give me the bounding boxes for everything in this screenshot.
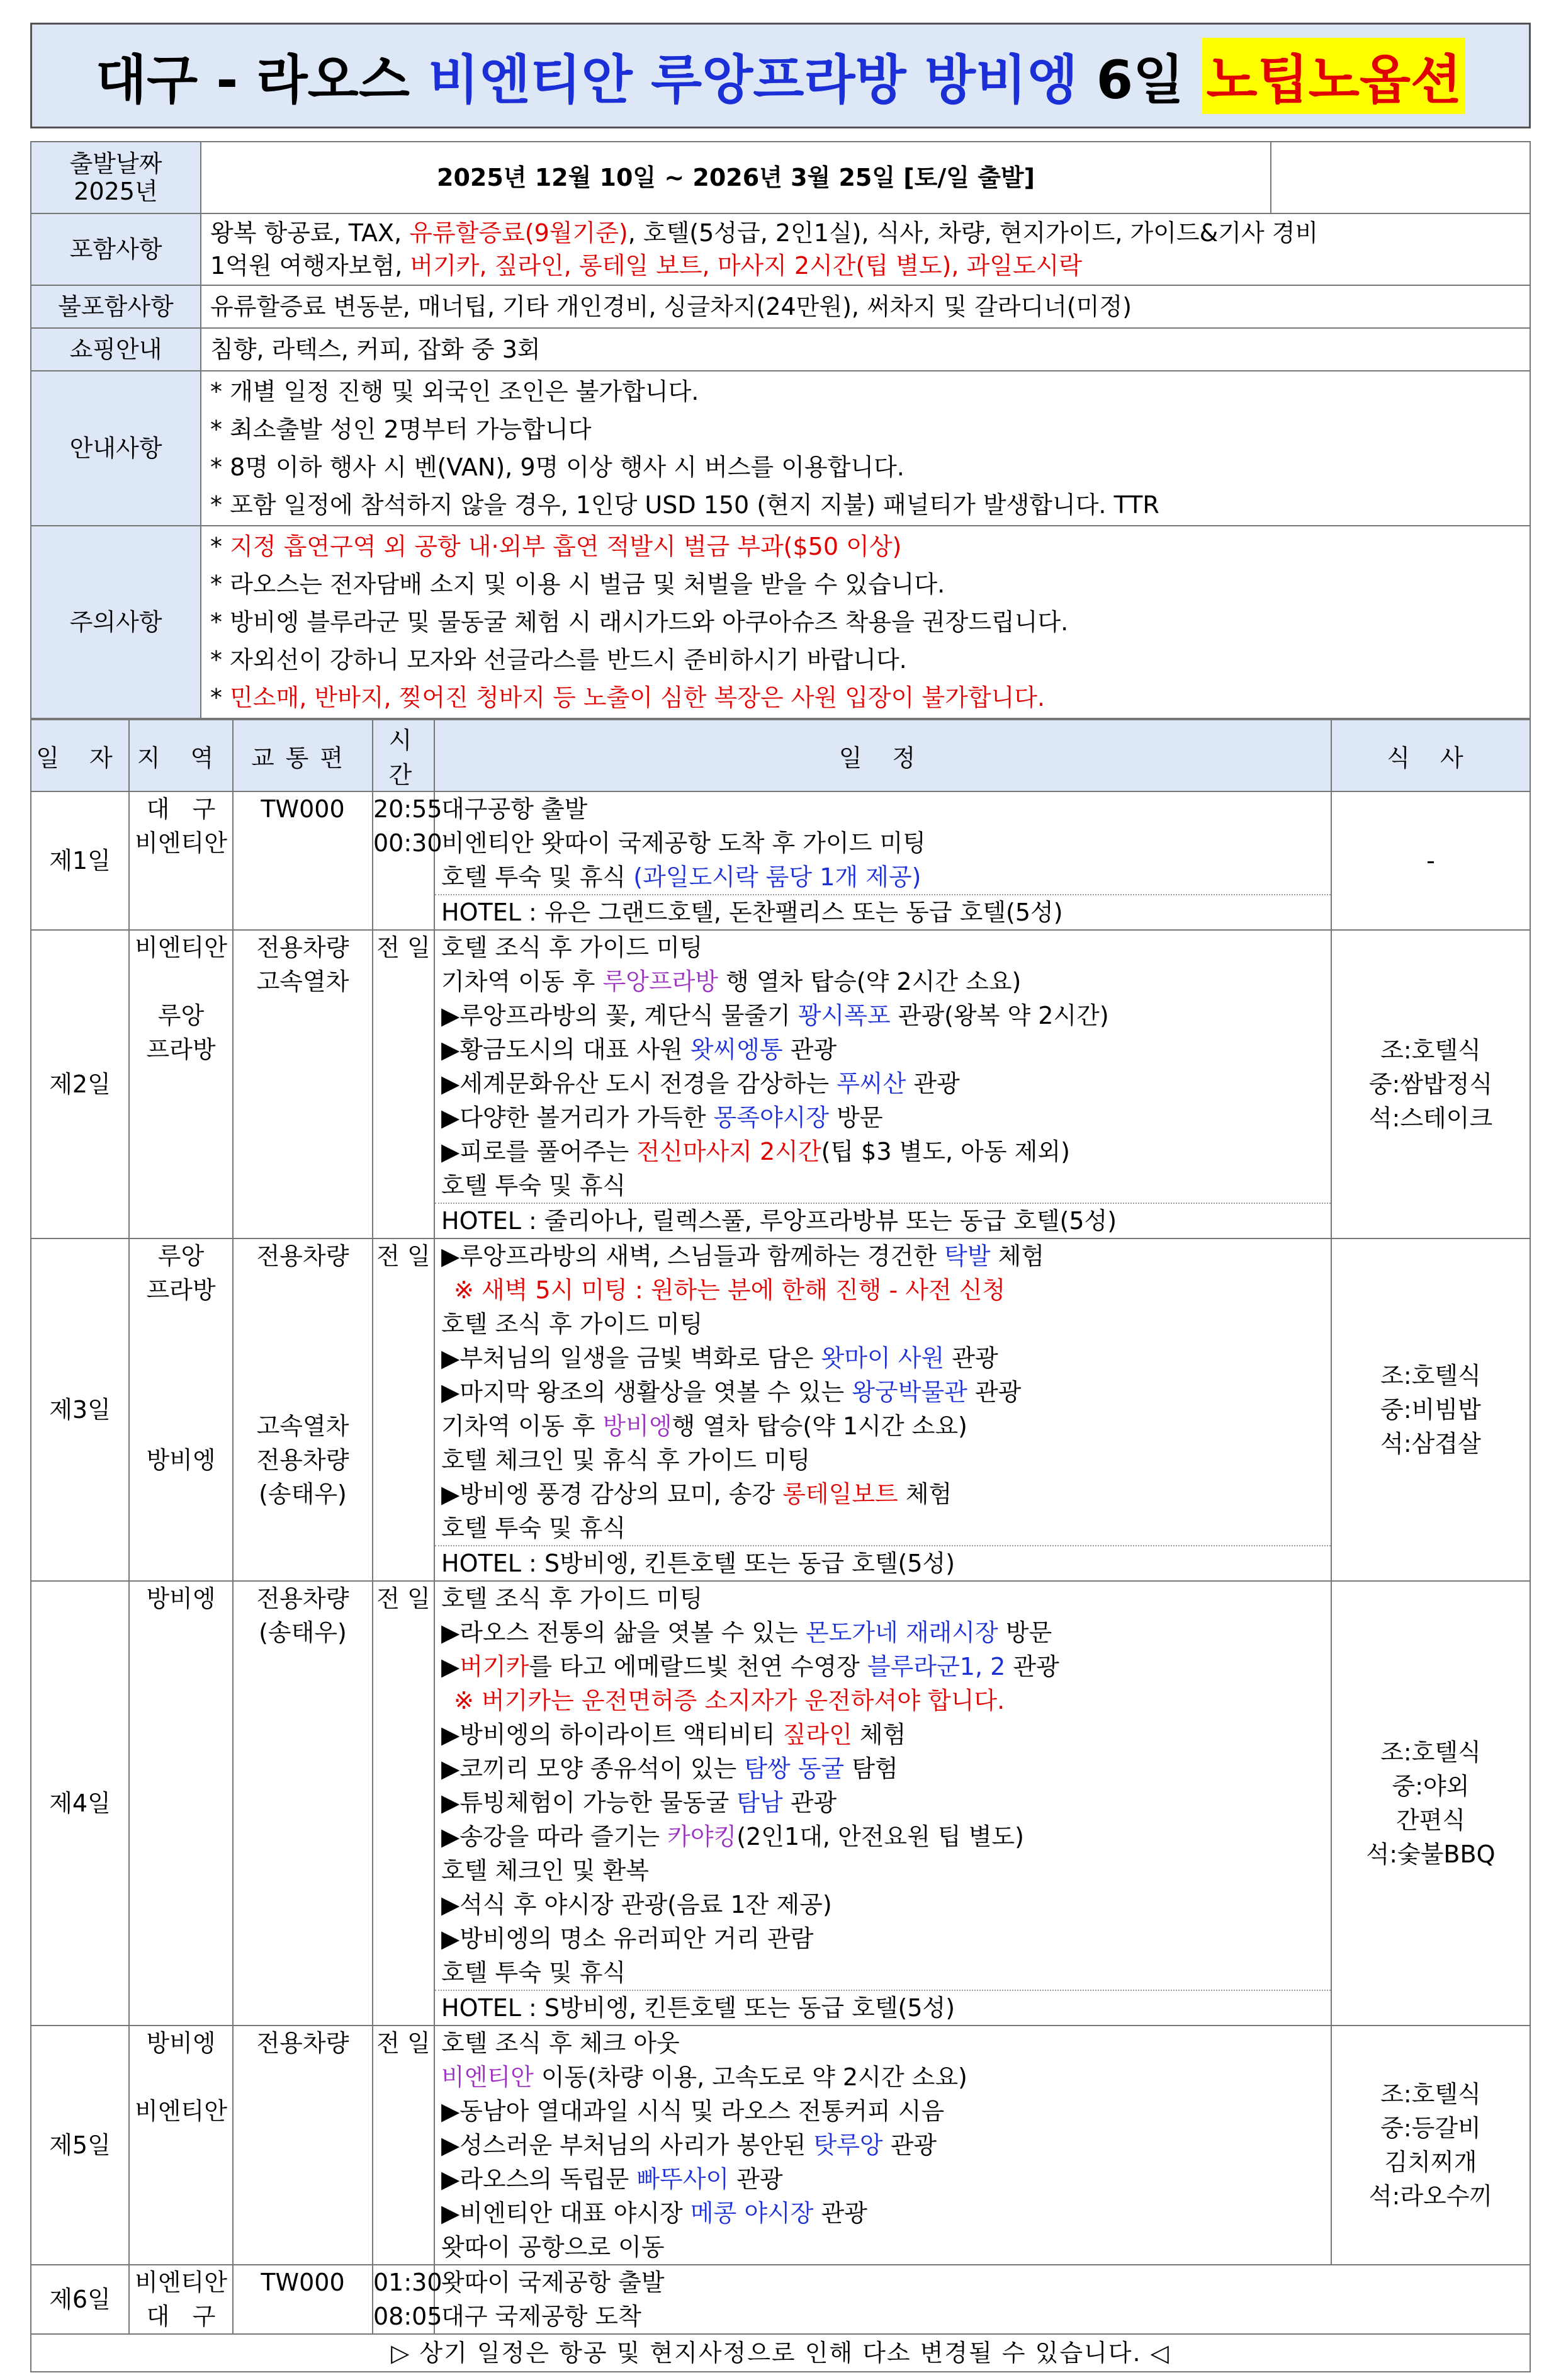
included-row (31, 213, 1530, 285)
region-cell: 대 구 비엔티안 (129, 791, 233, 930)
day-label: 제3일 (31, 1238, 129, 1581)
transport-cell: TW000 (233, 2265, 373, 2334)
header-region: 지 역 (129, 720, 233, 791)
no-tip-no-option-badge: 노팁노옵션 (1202, 38, 1465, 114)
itinerary-cell: 대구공항 출발 비엔티안 왓따이 국제공항 도착 후 가이드 미팅 호텔 투숙 및 휴식 (과일도시락 룸당 1개 제공) HOTEL : 유은 그랜드호텔, 돈찬팰리스 또는 동급 호텔(5성) (434, 791, 1331, 930)
region-cell: 비엔티안 루앙 프라방 (129, 930, 233, 1238)
schedule-header-row (31, 720, 1530, 791)
header-day: 일 자 (31, 720, 129, 791)
transport-cell: 전용차량 고속열차 (233, 930, 373, 1238)
meal-cell: - (1331, 791, 1530, 930)
region-cell: 루앙 프라방 방비엥 (129, 1238, 233, 1581)
time-cell: 전 일 (373, 1581, 434, 2026)
meal-cell: 조:호텔식 중:등갈비 김치찌개 석:라오수끼 (1331, 2026, 1530, 2265)
caution-row (31, 526, 1530, 718)
footer-note: ▷ 상기 일정은 항공 및 현지사정으로 인해 다소 변경될 수 있습니다. ◁ (30, 2335, 1531, 2372)
departure-empty-cell (1271, 142, 1530, 213)
shopping-label: 쇼핑안내 (31, 328, 201, 371)
schedule-table (30, 719, 1531, 2335)
time-cell: 20:55 00:30 (373, 791, 434, 930)
hotel-info: HOTEL : S방비엥, 킨튼호텔 또는 동급 호텔(5성) (435, 1990, 1331, 2025)
title-duration: 6일 (1096, 48, 1185, 111)
excluded-row (31, 285, 1530, 328)
departure-dates: 2025년 12월 10일 ~ 2026년 3월 25일 [토/일 출발] (201, 142, 1271, 213)
excluded-value: 유류할증료 변동분, 매너팁, 기타 개인경비, 싱글차지(24만원), 써차지 및 갈라디너(미정) (201, 285, 1530, 328)
page-title (30, 23, 1531, 128)
included-label: 포함사항 (31, 213, 201, 285)
departure-label: 출발날짜 2025년 (31, 142, 201, 213)
time-cell: 전 일 (373, 1238, 434, 1581)
info-table (30, 141, 1531, 719)
itinerary-cell: 왓따이 국제공항 출발 대구 국제공항 도착 (434, 2265, 1530, 2334)
meal-cell: 조:호텔식 중:쌈밥정식 석:스테이크 (1331, 930, 1530, 1238)
day-row-1 (31, 791, 1530, 930)
caution-list (201, 526, 1530, 718)
region-cell: 방비엥 (129, 1581, 233, 2026)
meal-cell: 조:호텔식 중:야외 간편식 석:숯불BBQ (1331, 1581, 1530, 2026)
hotel-info: HOTEL : 줄리아나, 릴렉스풀, 루앙프라방뷰 또는 동급 호텔(5성) (435, 1203, 1331, 1238)
header-itinerary: 일 정 (434, 720, 1331, 791)
notice-item: * 8명 이하 행사 시 벤(VAN), 9명 이상 행사 시 버스를 이용합니다. (210, 453, 904, 481)
shopping-value: 침향, 라텍스, 커피, 잡화 중 3회 (201, 328, 1530, 371)
hotel-info: HOTEL : 유은 그랜드호텔, 돈찬팰리스 또는 동급 호텔(5성) (435, 894, 1331, 929)
itinerary-document (30, 23, 1531, 2372)
time-cell: 01:30 08:05 (373, 2265, 434, 2334)
transport-cell: 전용차량 고속열차 전용차량 (송태우) (233, 1238, 373, 1581)
day-row-6 (31, 2265, 1530, 2334)
caution-item: * 민소매, 반바지, 찢어진 청바지 등 노출이 심한 복장은 사원 입장이 불가합니다. (210, 684, 1045, 711)
title-route: 대구 - 라오스 (95, 48, 410, 111)
shopping-row (31, 328, 1530, 371)
included-value: 왕복 항공료, TAX, 유류할증료(9월기준), 호텔(5성급, 2인1실), 식사, 차량, 현지가이드, 가이드&기사 경비 1억원 여행자보험, 버기카, 짚라인, 롱테일 보트, 마사지 2시간(팁 별도), 과일도시락 (201, 213, 1530, 285)
excluded-label: 불포함사항 (31, 285, 201, 328)
title-destinations: 비엔티안 루앙프라방 방비엥 (428, 48, 1078, 111)
caution-item: * 지정 흡연구역 외 공항 내·외부 흡연 적발시 벌금 부과($50 이상) (210, 533, 902, 560)
notice-item: * 개별 일정 진행 및 외국인 조인은 불가합니다. (210, 378, 699, 405)
transport-cell: TW000 (233, 791, 373, 930)
itinerary-cell: ▶루앙프라방의 새벽, 스님들과 함께하는 경건한 탁발 체험 ※ 새벽 5시 미팅 : 원하는 분에 한해 진행 - 사전 신청 호텔 조식 후 가이드 미팅 ▶부처님의 일생을 금빛 벽화로 담은 왓마이 사원 관광 ▶마지막 왕조의 생활상을 엿볼 수 있는 왕궁박물관 관광 기차역 이동 후 방비엥행 열차 탑승(약 1시간 소요) 호텔 체크인 및 휴식 후 가이드 미팅 ▶방비엥 풍경 감상의 묘미, 송강 롱테일보트 체험 호텔 투숙 및 휴식 HOTEL : S방비엥, 킨튼호텔 또는 동급 호텔(5성) (434, 1238, 1331, 1581)
header-transport: 교통편 (233, 720, 373, 791)
transport-cell: 전용차량 (233, 2026, 373, 2265)
day-row-4 (31, 1581, 1530, 2026)
meal-cell: 조:호텔식 중:비빔밥 석:삼겹살 (1331, 1238, 1530, 1581)
itinerary-cell: 호텔 조식 후 가이드 미팅 기차역 이동 후 루앙프라방 행 열차 탑승(약 2시간 소요) ▶루앙프라방의 꽃, 계단식 물줄기 꽝시폭포 관광(왕복 약 2시간) ▶황금도시의 대표 사원 왓씨엥통 관광 ▶세계문화유산 도시 전경을 감상하는 푸씨산 관광 ▶다양한 볼거리가 가득한 몽족야시장 방문 ▶피로를 풀어주는 전신마사지 2시간(팁 $3 별도, 아동 제외) 호텔 투숙 및 휴식 HOTEL : 줄리아나, 릴렉스풀, 루앙프라방뷰 또는 동급 호텔(5성) (434, 930, 1331, 1238)
caution-label: 주의사항 (31, 526, 201, 718)
day-label: 제1일 (31, 791, 129, 930)
notice-list (201, 371, 1530, 526)
caution-item: * 자외선이 강하니 모자와 선글라스를 반드시 준비하시기 바랍니다. (210, 646, 907, 674)
departure-row (31, 142, 1530, 213)
time-cell: 전 일 (373, 930, 434, 1238)
notice-label: 안내사항 (31, 371, 201, 526)
notice-item: * 최소출발 성인 2명부터 가능합니다 (210, 416, 592, 443)
itinerary-cell: 호텔 조식 후 체크 아웃 비엔티안 이동(차량 이용, 고속도로 약 2시간 소요) ▶동남아 열대과일 시식 및 라오스 전통커피 시음 ▶성스러운 부처님의 사리가 봉안된 탓루앙 관광 ▶라오스의 독립문 빠뚜사이 관광 ▶비엔티안 대표 야시장 메콩 야시장 관광 왓따이 공항으로 이동 (434, 2026, 1331, 2265)
header-time: 시 간 (373, 720, 434, 791)
region-cell: 방비엥 비엔티안 (129, 2026, 233, 2265)
day-row-3 (31, 1238, 1530, 1581)
caution-item: * 라오스는 전자담배 소지 및 이용 시 벌금 및 처벌을 받을 수 있습니다. (210, 570, 945, 598)
itinerary-cell: 호텔 조식 후 가이드 미팅 ▶라오스 전통의 삶을 엿볼 수 있는 몬도가네 재래시장 방문 ▶버기카를 타고 에메랄드빛 천연 수영장 블루라군1, 2 관광 ※ 버기카는 운전면허증 소지자가 운전하셔야 합니다. ▶방비엥의 하이라이트 액티비티 짚라인 체험 ▶코끼리 모양 종유석이 있는 탐쌍 동굴 탐험 ▶튜빙체험이 가능한 물동굴 탐남 관광 ▶송강을 따라 즐기는 카야킹(2인1대, 안전요원 팁 별도) 호텔 체크인 및 환복 ▶석식 후 야시장 관광(음료 1잔 제공) ▶방비엥의 명소 유러피안 거리 관람 호텔 투숙 및 휴식 HOTEL : S방비엥, 킨튼호텔 또는 동급 호텔(5성) (434, 1581, 1331, 2026)
day-label: 제2일 (31, 930, 129, 1238)
transport-cell: 전용차량 (송태우) (233, 1581, 373, 2026)
day-label: 제4일 (31, 1581, 129, 2026)
hotel-info: HOTEL : S방비엥, 킨튼호텔 또는 동급 호텔(5성) (435, 1545, 1331, 1580)
day-label: 제6일 (31, 2265, 129, 2334)
caution-item: * 방비엥 블루라군 및 물동굴 체험 시 래시가드와 아쿠아슈즈 착용을 권장드립니다. (210, 608, 1069, 636)
day-row-5 (31, 2026, 1530, 2265)
notice-item: * 포함 일정에 참석하지 않을 경우, 1인당 USD 150 (현지 지불) 패널티가 발생합니다. TTR (210, 491, 1159, 519)
day-row-2 (31, 930, 1530, 1238)
region-cell: 비엔티안 대 구 (129, 2265, 233, 2334)
day-label: 제5일 (31, 2026, 129, 2265)
notice-row (31, 371, 1530, 526)
time-cell: 전 일 (373, 2026, 434, 2265)
header-meal: 식 사 (1331, 720, 1530, 791)
